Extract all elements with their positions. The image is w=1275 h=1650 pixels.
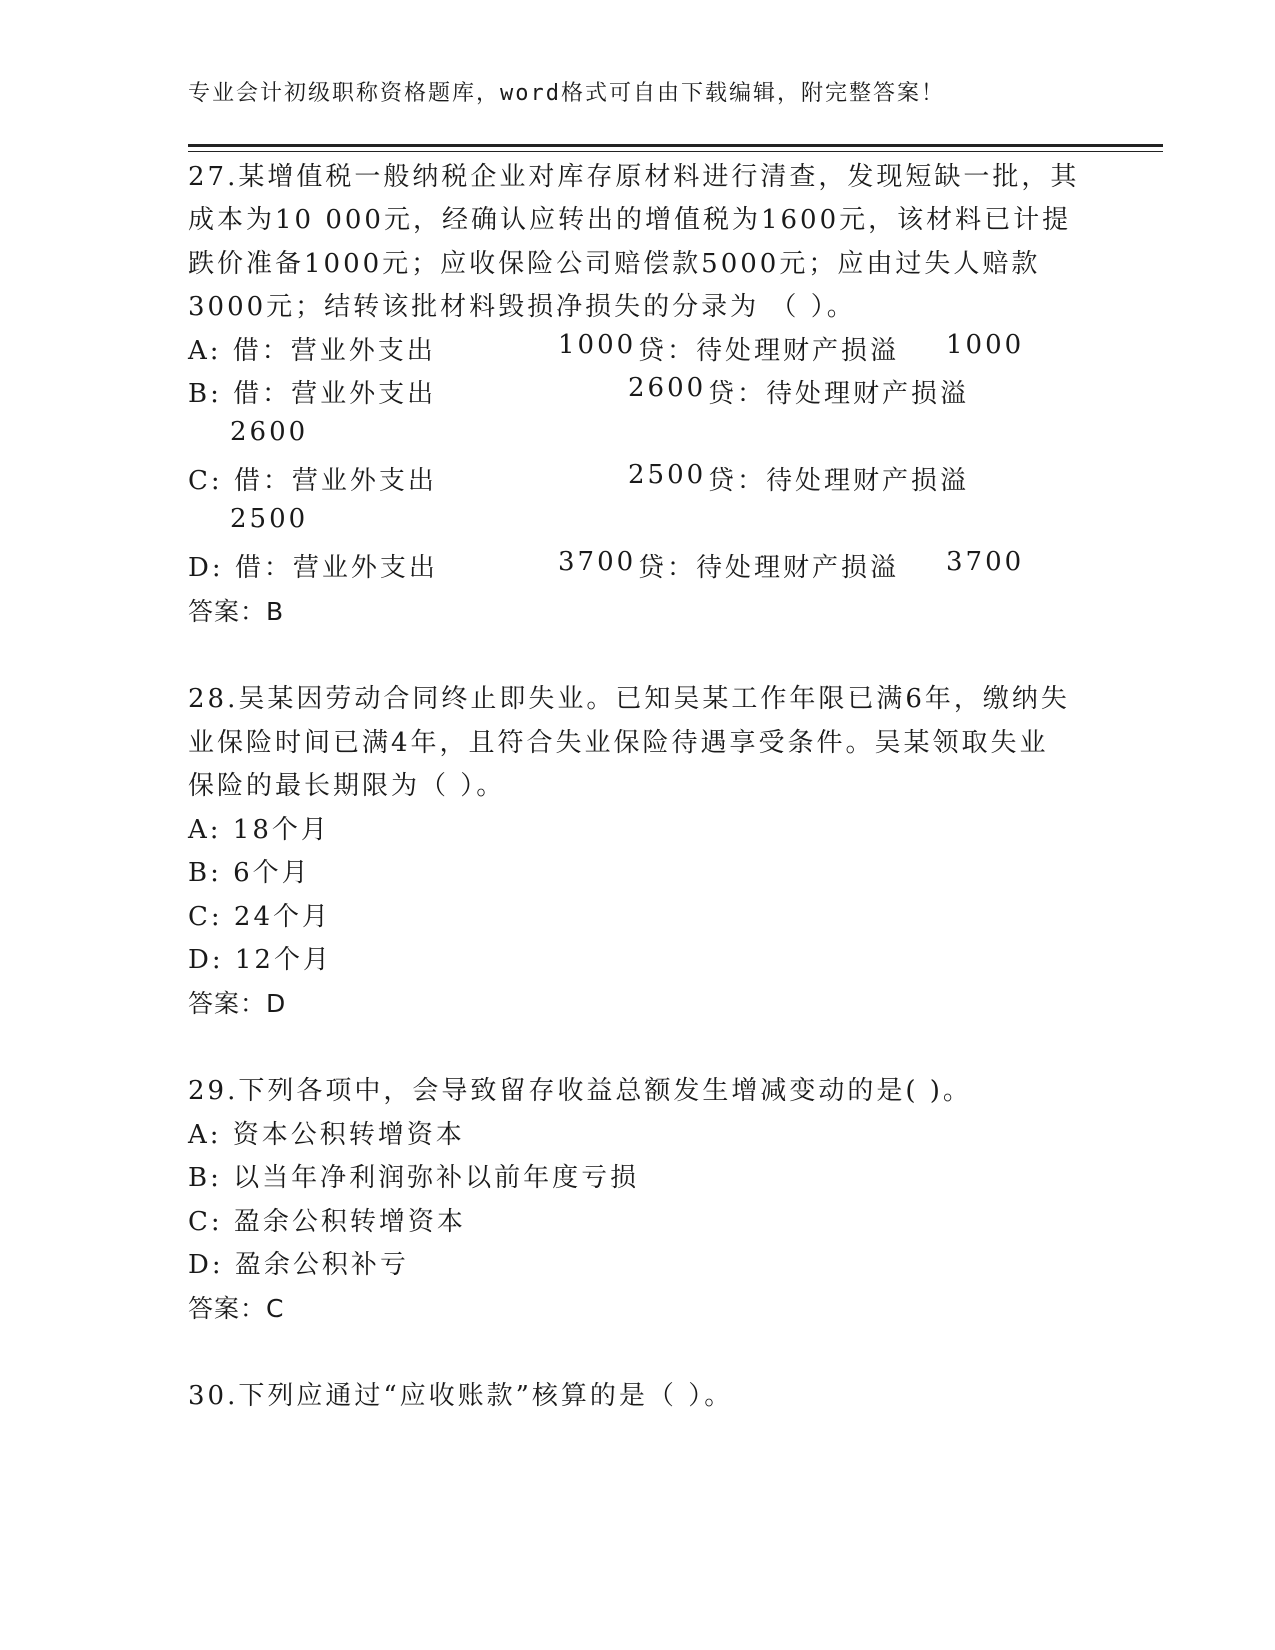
q28-stem-line-3: 保险的最长期限为（ ）。 (188, 771, 506, 801)
q27-option-d (188, 547, 1025, 584)
q29-option-d: D: 盈余公积补亏 (188, 1250, 409, 1280)
header-rule-thick (188, 144, 1163, 147)
header-rule-thin (188, 151, 1163, 152)
q27-d-credit-label: 贷：待处理财产损溢 (638, 553, 900, 583)
q27-stem-line-2: 成本为10 000元，经确认应转出的增值税为1600元，该材料已计提 (188, 205, 1072, 235)
q28-option-d: D: 12个月 (188, 945, 332, 975)
q27-d-prefix: D: 借：营业外支出 (188, 553, 438, 583)
q28-answer: 答案：D (188, 989, 287, 1018)
q27-a-debit: 1000 (558, 330, 637, 360)
q28-option-c: C: 24个月 (188, 902, 332, 932)
q27-option-c (188, 460, 970, 497)
q28-option-a: A: 18个月 (188, 815, 330, 845)
q27-a-credit: 1000 (946, 330, 1025, 360)
q27-stem-line-4: 3000元；结转该批材料毁损净损失的分录为 （ ）。 (188, 292, 856, 322)
q27-c-credit-label: 贷：待处理财产损溢 (708, 466, 970, 496)
q28-stem-line-1: 28.吴某因劳动合同终止即失业。已知吴某工作年限已满6年，缴纳失 (188, 684, 1070, 714)
q27-stem-line-1: 27.某增值税一般纳税企业对库存原材料进行清查，发现短缺一批，其 (188, 162, 1080, 192)
q27-c-credit: 2500 (230, 504, 309, 534)
q27-b-credit: 2600 (230, 417, 309, 447)
q27-d-debit: 3700 (558, 547, 637, 577)
q29-option-b: B: 以当年净利润弥补以前年度亏损 (188, 1163, 640, 1193)
q30-stem-line-1: 30.下列应通过“应收账款”核算的是（ ）。 (188, 1381, 734, 1411)
q27-b-credit-label: 贷：待处理财产损溢 (708, 379, 970, 409)
q27-answer: 答案：B (188, 597, 285, 626)
q27-b-debit: 2600 (628, 373, 707, 403)
q29-answer: 答案：C (188, 1294, 285, 1323)
page-header: 专业会计初级职称资格题库，word格式可自由下载编辑，附完整答案！ (188, 81, 945, 106)
q28-stem-line-2: 业保险时间已满4年，且符合失业保险待遇享受条件。吴某领取失业 (188, 728, 1049, 758)
q29-stem-line-1: 29.下列各项中，会导致留存收益总额发生增减变动的是( )。 (188, 1076, 972, 1106)
q27-a-credit-label: 贷：待处理财产损溢 (638, 336, 900, 366)
q28-option-b: B: 6个月 (188, 858, 311, 888)
q27-b-prefix: B: 借：营业外支出 (188, 379, 437, 409)
q29-option-c: C: 盈余公积转增资本 (188, 1207, 466, 1237)
q27-stem-line-3: 跌价准备1000元；应收保险公司赔偿款5000元；应由过失人赔款 (188, 249, 1041, 279)
q27-c-prefix: C: 借：营业外支出 (188, 466, 437, 496)
q29-option-a: A: 资本公积转增资本 (188, 1120, 465, 1150)
q27-c-debit: 2500 (628, 460, 707, 490)
q27-a-prefix: A: 借：营业外支出 (188, 336, 436, 366)
q27-option-b (188, 373, 970, 410)
q27-d-credit: 3700 (946, 547, 1025, 577)
q27-option-a (188, 330, 1025, 367)
